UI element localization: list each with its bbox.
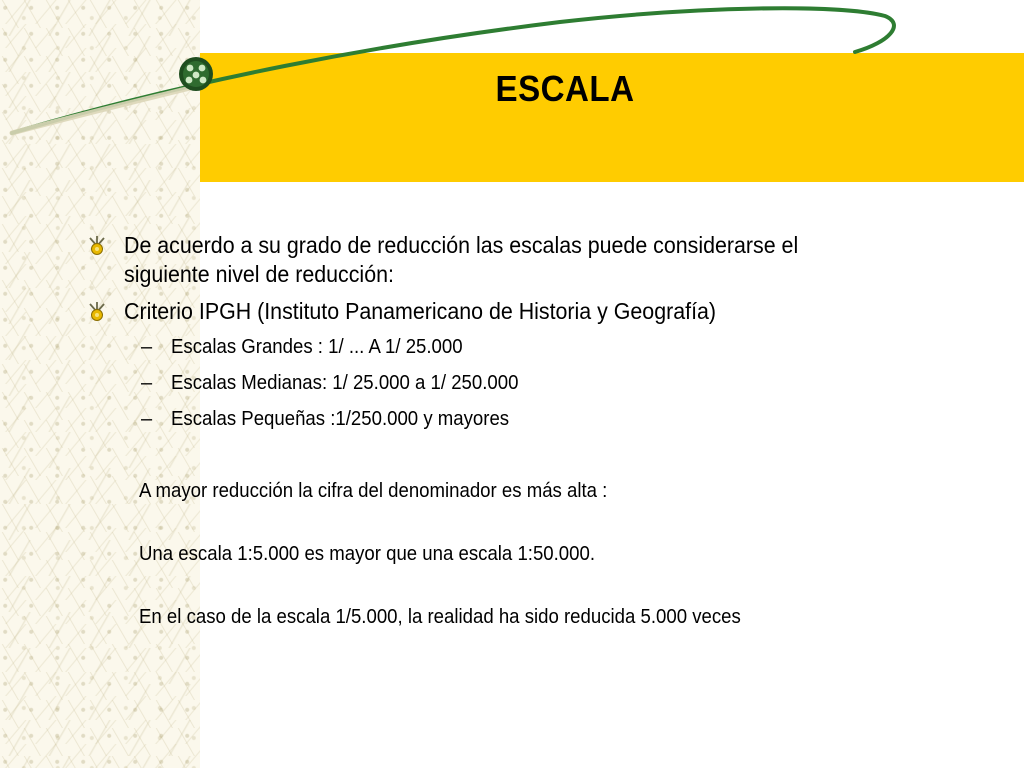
star-bullet-icon bbox=[86, 231, 124, 260]
bullet-text: De acuerdo a su grado de reducción las escalas puede considerarse el siguiente nivel de reducción: bbox=[124, 232, 799, 287]
slide-title: ESCALA bbox=[495, 68, 635, 109]
sub-dash: – bbox=[141, 372, 153, 394]
bullet-item bbox=[86, 297, 966, 326]
sub-item-text: Escalas Medianas: 1/ 25.000 a 1/ 250.000 bbox=[171, 372, 519, 394]
sub-item bbox=[141, 370, 966, 396]
paragraph: A mayor reducción la cifra del denominador es más alta : bbox=[139, 480, 608, 502]
sub-item bbox=[141, 334, 966, 360]
star-bullet-icon bbox=[86, 297, 124, 326]
sub-item bbox=[141, 406, 966, 432]
bullet-text: Criterio IPGH (Instituto Panamericano de Historia y Geografía) bbox=[124, 298, 717, 324]
sub-item-text: Escalas Pequeñas :1/250.000 y mayores bbox=[171, 408, 510, 430]
paragraph: Una escala 1:5.000 es mayor que una escala 1:50.000. bbox=[139, 543, 596, 565]
paragraph: En el caso de la escala 1/5.000, la realidad ha sido reducida 5.000 veces bbox=[139, 606, 741, 628]
bullet-item bbox=[86, 231, 966, 289]
sub-item-text: Escalas Grandes : 1/ ... A 1/ 25.000 bbox=[171, 336, 463, 358]
sub-dash: – bbox=[141, 336, 153, 358]
sub-dash: – bbox=[141, 408, 153, 430]
slide-content bbox=[86, 231, 966, 630]
